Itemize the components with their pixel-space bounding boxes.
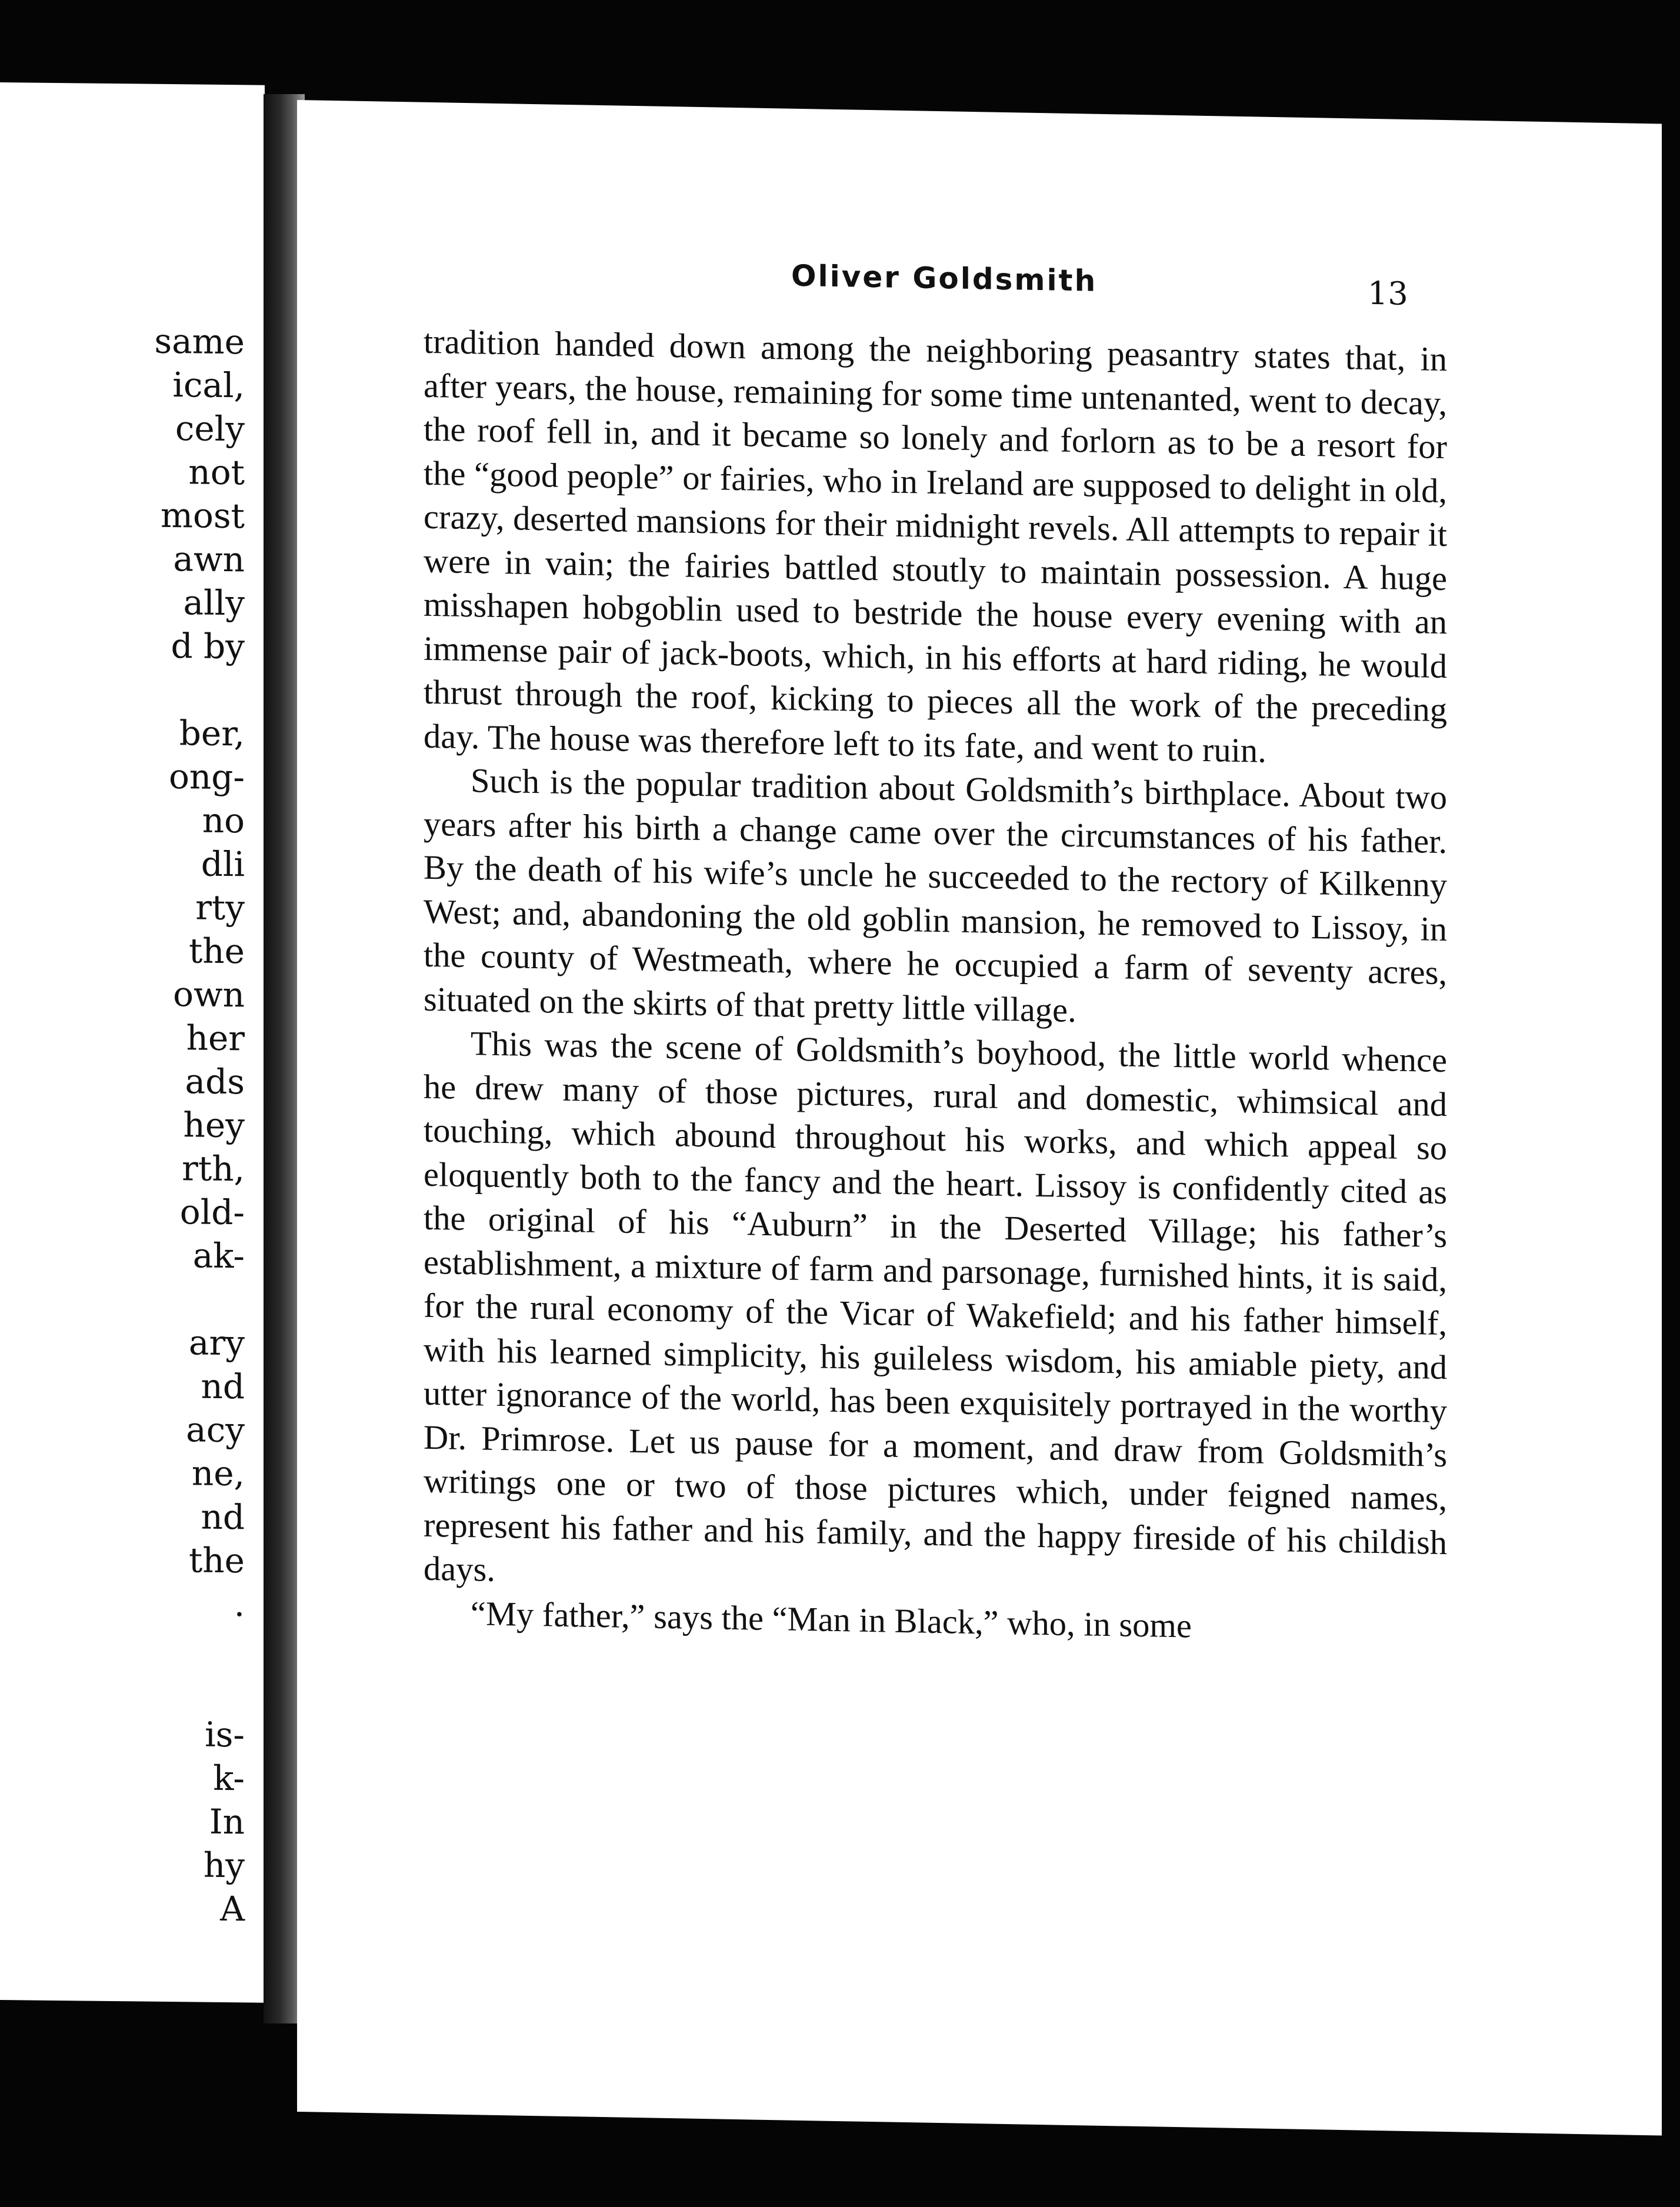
- left-page-line: most: [161, 495, 245, 536]
- left-page-line: rty: [195, 887, 245, 928]
- left-page-line: dli: [201, 844, 245, 885]
- right-page: [297, 100, 1662, 2135]
- left-page-line: k-: [213, 1758, 245, 1799]
- left-page-line: ally: [183, 582, 245, 624]
- left-page-line: hy: [203, 1845, 245, 1886]
- left-page-line: ical,: [172, 365, 245, 406]
- left-page-line: ary: [188, 1322, 245, 1363]
- left-page-line: acy: [186, 1409, 245, 1451]
- left-page-line: A: [220, 1888, 245, 1929]
- running-head: Oliver Goldsmith: [791, 258, 1098, 298]
- left-page-line: is-: [205, 1714, 245, 1755]
- paragraph: “My father,” says the “Man in Black,” who, in some: [471, 1593, 1192, 1645]
- left-page-line: ads: [185, 1061, 245, 1102]
- left-page-line: own: [173, 974, 245, 1015]
- page-number: 13: [1368, 274, 1408, 312]
- left-page-line: ak-: [192, 1235, 245, 1276]
- left-page-line: [154, 1625, 245, 1670]
- left-page-line: no: [202, 800, 245, 841]
- left-page-line: not: [188, 452, 245, 493]
- left-page-line: ong-: [169, 756, 245, 798]
- left-page-line: [154, 668, 245, 712]
- left-page-line: nd: [201, 1496, 245, 1538]
- left-page-line: nd: [201, 1366, 245, 1407]
- left-page-line: the: [189, 1540, 245, 1581]
- left-page-line: ne,: [191, 1453, 245, 1494]
- left-page-line: cely: [175, 408, 245, 449]
- left-page-line-list: [154, 319, 245, 1931]
- paragraph: Such is the popular tradition about Goldsmith’s birthplace. About two years after his birth a change came over the circumstances of his father. By the death of his wife’s uncle he succeeded to the rectory of Kilkenny West; and, abandoning the old goblin mansion, he removed to Lissoy, in the county of Westmeath, where he occupied a farm of seventy acres, situated on the skirts of that pretty little village.: [424, 761, 1447, 1029]
- left-page-line: hey: [183, 1105, 245, 1146]
- paragraph: This was the scene of Goldsmith’s boyhood, the little world whence he drew many of those pictures, rural and domestic, whimsical and touching, which abound throughout his works, and which appeal so eloquently both to the fancy and the heart. Lissoy is confidently cited as the original of his “Auburn” in the Deserted Village; his father’s establishment, a mixture of farm and parsonage, furnished hints, it is said, for the rural economy of the Vicar of Wakefield; and his father himself, with his learned simplicity, his guileless wisdom, his amiable piety, and utter ignorance of the world, has been exquisitely portrayed in the worthy Dr. Primrose. Let us pause for a moment, and draw from Goldsmith’s writings one or two of those pictures which, under feigned names, represent his father and his family, and the happy fireside of his childish days.: [424, 1024, 1447, 1589]
- left-page-line: rth,: [182, 1148, 245, 1189]
- left-page-line: [154, 1669, 245, 1713]
- paragraph: tradition handed down among the neighboring peasantry states that, in after years, the house, remaining for some time untenanted, went to decay, the roof fell in, and it became so lonely and forlorn as to be a resort for the “good people” or fairies, who in Ireland are supposed to delight in old, crazy, deserted mansions for their midnight revels. All attempts to repair it were in vain; the fairies battled stoutly to maintain possession. A huge misshapen hobgoblin used to bestride the house every evening with an immense pair of jack-boots, which, in his efforts at hard riding, he would thrust through the roof, kicking to pieces all the work of the preceding day. The house was therefore left to its fate, and went to ruin.: [424, 322, 1447, 770]
- left-page-line: her: [186, 1018, 245, 1059]
- left-page-line: same: [154, 321, 245, 362]
- left-page-line: old-: [179, 1192, 245, 1233]
- left-page-line: .: [234, 1584, 245, 1625]
- left-page-line: the: [189, 931, 245, 972]
- left-page-fragment: [0, 82, 265, 2003]
- left-page-line: In: [209, 1801, 245, 1842]
- left-page-line: awn: [173, 539, 245, 580]
- left-page-line: [154, 1277, 245, 1322]
- left-page-line: d by: [171, 626, 245, 667]
- left-page-line: ber,: [179, 713, 245, 754]
- body-text: [424, 320, 1447, 1652]
